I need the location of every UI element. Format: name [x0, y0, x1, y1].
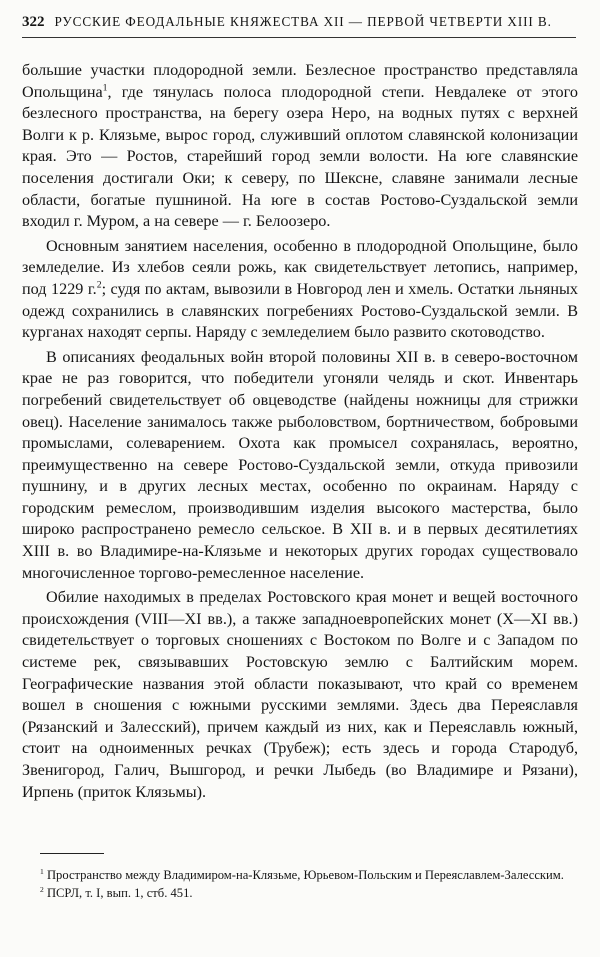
- footnote-2: [22, 884, 578, 902]
- footnote-divider: [40, 853, 104, 854]
- page-header: [22, 14, 576, 38]
- footnote-ref-1: 1: [102, 82, 108, 94]
- paragraph-2-part-b: ; судя по актам, вывозили в Новгород лен и хмель. Остатки льняных одежд сохранились в славянских погребениях Ростово-Суздальской земли. В курганах находят серпы. Наряду с земледелием было развито скотоводство.: [22, 279, 578, 342]
- running-title: РУССКИЕ ФЕОДАЛЬНЫЕ КНЯЖЕСТВА XII — ПЕРВОЙ ЧЕТВЕРТИ XIII В.: [54, 14, 552, 29]
- footnote-ref-2: 2: [96, 279, 102, 291]
- footnote-1: [22, 866, 578, 884]
- footnotes: [22, 866, 578, 902]
- paragraph-3: В описаниях феодальных войн второй половины XII в. в северо-восточном крае не раз говорится, что победители угоняли челядь и скот. Инвентарь погребений свидетельствует об овцеводстве (найдены ножницы для стрижки овец). Население занималось также рыболовством, бортничеством, бобровыми промыслами, солеварением. Охота как промысел сохранялась, вероятно, преимущественно на севере Ростово-Суздальской земли, откуда привозили пушнину, и в других лесных местах, особенно по окраинам. Наряду с городским ремеслом, производившим изделия высокого мастерства, было широко распространено ремесло сельское. В XII в. и в первых десятилетиях XIII в. во Владимире-на-Клязьме и некоторых других городах существовало многочисленное торгово-ремесленное население.: [22, 347, 578, 582]
- paragraph-1-part-b: , где тянулась полоса плодородной степи. Невдалеке от этого безлесного пространства, на берегу озера Неро, на водных путях с верхней Волги к р. Клязьме, вырос город, служивший оплотом славянской колонизации края. Это — Ростов, старейший город земли волости. На юге славянские поселения достигали Оки; к северу, по Шексне, славяне занимали лесные области, богатые пушниной. На юге в состав Ростово-Суздальской земли входил г. Муром, а на севере — г. Белоозеро.: [22, 82, 578, 231]
- paragraph-1-part-a: большие участки плодородной земли. Безлесное пространство представляла Опольщина: [22, 61, 578, 101]
- main-text: [22, 60, 578, 803]
- page-number: 322: [22, 14, 45, 30]
- footnote-2-text: ПСРЛ, т. I, вып. 1, стб. 451.: [46, 886, 193, 900]
- paragraph-2-part-a: Основным занятием населения, особенно в плодородной Опольщине, было земледелие. Из хлебов сеяли рожь, как свидетельствует летопись, например, под 1229 г.: [22, 236, 578, 298]
- paragraph-2: [22, 236, 578, 344]
- footnote-1-marker: 1: [40, 866, 44, 876]
- footnote-1-text: Пространство между Владимиром-на-Клязьме, Юрьевом-Польским и Переяславлем-Залесским.: [46, 868, 564, 882]
- paragraph-4: Обилие находимых в пределах Ростовского края монет и вещей восточного происхождения (VIII—XI вв.), а также западноевропейских монет (X—XI вв.) свидетельствует о торговых сношениях с Востоком по Волге и с Западом по системе рек, связывавших Ростовскую землю с Балтийским морем. Географические названия этой области показывают, что край со временем вошел в сношения с южными русскими землями. Здесь два Переяславля (Рязанский и Залесский), причем каждый из них, как и Переяславль южный, стоит на одноименных речках (Трубеж); есть здесь и города Стародуб, Звенигород, Галич, Вышгород, и речки Лыбедь (во Владимире и Рязани), Ирпень (приток Клязьмы).: [22, 588, 578, 801]
- footnote-2-marker: 2: [40, 884, 44, 894]
- paragraph-1: [22, 60, 578, 233]
